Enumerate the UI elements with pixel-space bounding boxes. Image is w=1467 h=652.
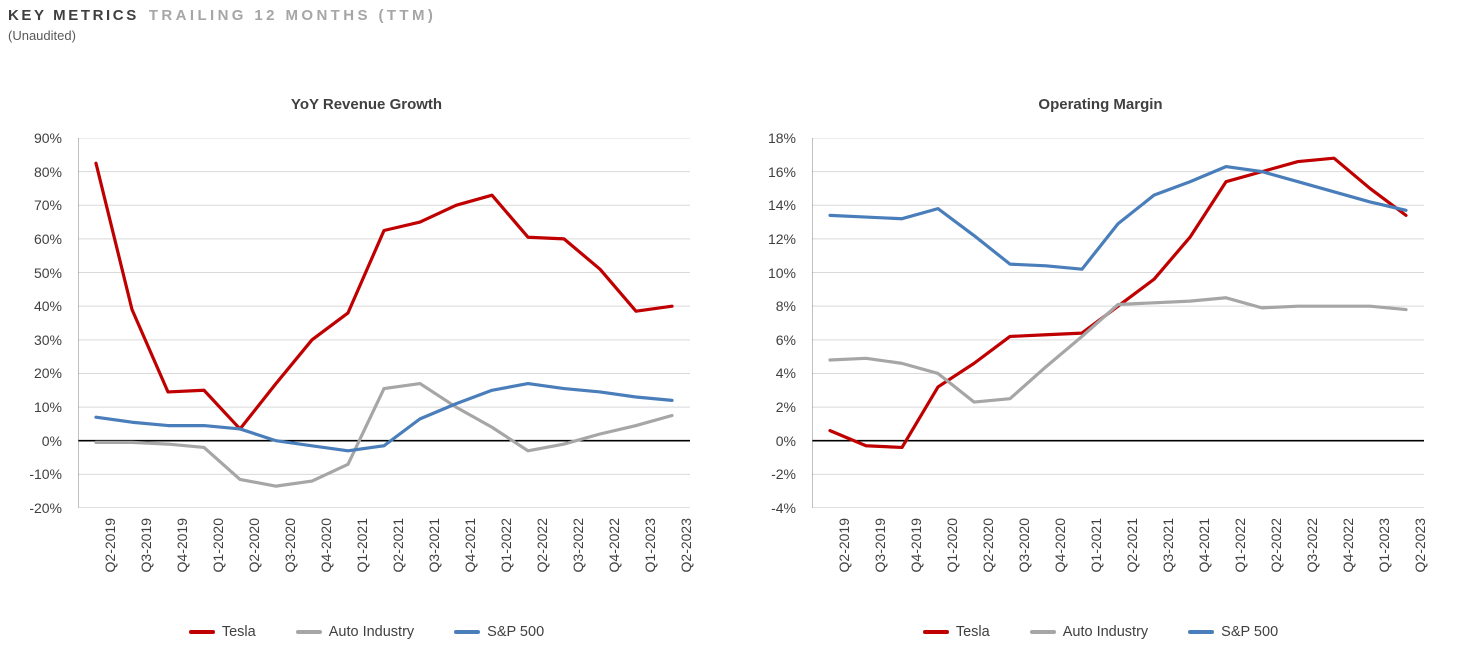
x-tick-label: Q4-2019 xyxy=(174,518,190,573)
header-unaudited: (Unaudited) xyxy=(8,28,76,43)
header-title-line xyxy=(8,6,436,26)
y-tick-label: 60% xyxy=(33,230,62,247)
x-tick-label: Q1-2023 xyxy=(1376,518,1392,573)
series-line-s-p-500 xyxy=(830,167,1406,270)
x-tick-label: Q4-2020 xyxy=(318,518,334,573)
x-tick-label: Q3-2021 xyxy=(1160,518,1176,573)
y-axis-labels-left xyxy=(0,130,70,516)
x-tick-label: Q2-2022 xyxy=(534,518,550,573)
y-tick-label: 8% xyxy=(775,298,796,315)
x-tick-label: Q4-2020 xyxy=(1052,518,1068,573)
header-ttm: TRAILING 12 MONTHS (TTM) xyxy=(148,7,437,24)
x-tick-label: Q1-2020 xyxy=(210,518,226,573)
x-tick-label: Q4-2021 xyxy=(1196,518,1212,573)
x-tick-label: Q1-2021 xyxy=(1088,518,1104,573)
legend-item-auto-industry xyxy=(296,624,414,640)
y-tick-label: 12% xyxy=(767,230,796,247)
x-tick-label: Q4-2019 xyxy=(908,518,924,573)
y-tick-label: 6% xyxy=(775,331,796,348)
x-tick-label: Q3-2022 xyxy=(570,518,586,573)
x-tick-label: Q2-2021 xyxy=(390,518,406,573)
series-line-tesla xyxy=(830,158,1406,447)
legend-label-sp500: S&P 500 xyxy=(487,624,545,640)
x-tick-label: Q2-2019 xyxy=(102,518,118,573)
x-tick-label: Q2-2019 xyxy=(836,518,852,573)
x-tick-label: Q2-2021 xyxy=(1124,518,1140,573)
x-tick-label: Q3-2020 xyxy=(282,518,298,573)
legend-label-auto-industry: Auto Industry xyxy=(1062,624,1149,640)
legend-swatch-auto-industry-icon xyxy=(296,630,322,634)
y-tick-label: 90% xyxy=(33,130,62,146)
y-tick-label: 18% xyxy=(767,130,796,146)
x-tick-label: Q3-2019 xyxy=(872,518,888,573)
chart-title-left: YoY Revenue Growth xyxy=(290,96,443,113)
x-tick-label: Q3-2022 xyxy=(1304,518,1320,573)
y-tick-label: 50% xyxy=(33,264,62,281)
x-axis-labels-right xyxy=(812,514,1428,634)
x-tick-label: Q1-2020 xyxy=(944,518,960,573)
y-tick-label: 0% xyxy=(41,432,62,449)
y-tick-label: 0% xyxy=(775,432,796,449)
y-tick-label: 80% xyxy=(33,163,62,180)
y-axis-labels-right xyxy=(734,130,804,516)
y-tick-label: 30% xyxy=(33,331,62,348)
legend-label-tesla: Tesla xyxy=(955,624,990,640)
chart-panel-yoy-revenue-growth xyxy=(0,78,733,648)
x-axis-labels-left xyxy=(78,514,694,634)
legend-right xyxy=(734,624,1467,640)
legend-item-sp500 xyxy=(454,624,544,640)
y-tick-label: 10% xyxy=(767,264,796,281)
x-tick-label: Q3-2019 xyxy=(138,518,154,573)
line-chart-left xyxy=(78,138,690,508)
legend-label-tesla: Tesla xyxy=(221,624,256,640)
legend-item-tesla xyxy=(189,624,256,640)
y-tick-label: 2% xyxy=(775,399,796,416)
y-tick-label: 10% xyxy=(33,399,62,416)
legend-swatch-sp500-icon xyxy=(1188,630,1214,634)
plot-canvas-right xyxy=(812,138,1424,508)
x-tick-label: Q1-2023 xyxy=(642,518,658,573)
x-tick-label: Q3-2020 xyxy=(1016,518,1032,573)
charts-container xyxy=(0,78,1467,648)
series-line-auto-industry xyxy=(830,298,1406,402)
line-chart-right xyxy=(812,138,1424,508)
legend-swatch-sp500-icon xyxy=(454,630,480,634)
x-tick-label: Q2-2020 xyxy=(246,518,262,573)
series-line-auto-industry xyxy=(96,384,672,487)
legend-item-sp500 xyxy=(1188,624,1278,640)
x-tick-label: Q2-2022 xyxy=(1268,518,1284,573)
y-tick-label: 70% xyxy=(33,197,62,214)
plot-canvas-left xyxy=(78,138,690,508)
plot-area-left xyxy=(0,128,733,573)
header-unaudited-line xyxy=(8,26,436,46)
x-tick-label: Q3-2021 xyxy=(426,518,442,573)
y-tick-label: 14% xyxy=(767,197,796,214)
legend-label-auto-industry: Auto Industry xyxy=(328,624,415,640)
y-tick-label: 20% xyxy=(33,365,62,382)
legend-swatch-auto-industry-icon xyxy=(1030,630,1056,634)
legend-left xyxy=(0,624,733,640)
y-tick-label: 4% xyxy=(775,365,796,382)
legend-item-auto-industry xyxy=(1030,624,1148,640)
legend-swatch-tesla-icon xyxy=(189,630,215,634)
y-tick-label: -20% xyxy=(29,500,62,516)
x-tick-label: Q1-2022 xyxy=(498,518,514,573)
y-tick-label: -4% xyxy=(771,500,796,516)
y-tick-label: 40% xyxy=(33,298,62,315)
x-tick-label: Q2-2020 xyxy=(980,518,996,573)
header-key-metrics: KEY METRICS xyxy=(8,7,139,24)
legend-label-sp500: S&P 500 xyxy=(1221,624,1279,640)
x-tick-label: Q2-2023 xyxy=(678,518,694,573)
x-tick-label: Q4-2021 xyxy=(462,518,478,573)
y-tick-label: -2% xyxy=(771,466,796,483)
chart-panel-operating-margin xyxy=(734,78,1467,648)
x-tick-label: Q1-2022 xyxy=(1232,518,1248,573)
y-tick-label: -10% xyxy=(29,466,62,483)
x-tick-label: Q1-2021 xyxy=(354,518,370,573)
x-tick-label: Q2-2023 xyxy=(1412,518,1428,573)
plot-area-right xyxy=(734,128,1467,573)
x-tick-label: Q4-2022 xyxy=(606,518,622,573)
x-tick-label: Q4-2022 xyxy=(1340,518,1356,573)
y-tick-label: 16% xyxy=(767,163,796,180)
report-header xyxy=(8,6,436,46)
legend-swatch-tesla-icon xyxy=(923,630,949,634)
chart-title-right: Operating Margin xyxy=(1038,96,1163,113)
legend-item-tesla xyxy=(923,624,990,640)
